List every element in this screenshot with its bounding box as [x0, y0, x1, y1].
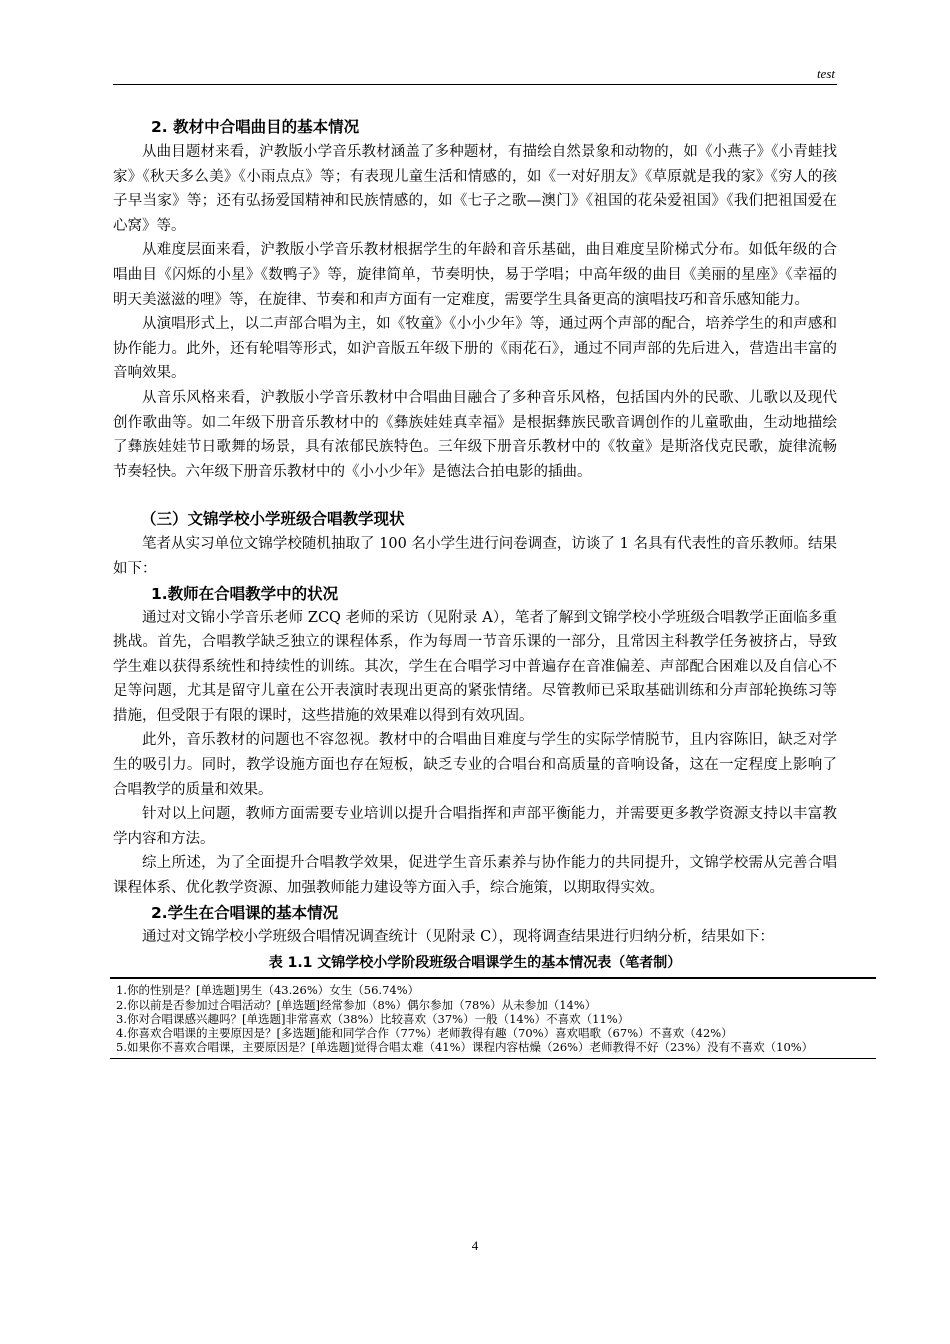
body-paragraph: 通过对文锦小学音乐老师 ZCQ 老师的采访（见附录 A），笔者了解到文锦学校小学班级合唱教学正面临多重挑战。首先，合唱教学缺乏独立的课程体系，作为每周一节音乐课的一部分，且常因主科教学任务被挤占，导致学生难以获得系统性和持续性的训练。其次，学生在合唱学习中普遍存在音准偏差、声部配合困难以及自信心不足等问题，尤其是留守儿童在公开表演时表现出更高的紧张情绪。尽管教师已采取基础训练和分声部轮换练习等措施，但受限于有限的课时，这些措施的效果难以得到有效巩固。 [113, 609, 837, 724]
body-paragraph: 此外，音乐教材的问题也不容忽视。教材中的合唱曲目难度与学生的实际学情脱节，且内容陈旧，缺乏对学生的吸引力。同时，教学设施方面也存在短板，缺乏专业的合唱台和高质量的音响设备，这在一定程度上影响了合唱教学的质量和效果。 [113, 732, 837, 798]
running-header: test [816, 66, 835, 81]
section-heading-textbook-repertoire: 2. 教材中合唱曲目的基本情况 [151, 118, 360, 136]
subsection-heading-teacher: 1.教师在合唱教学中的状况 [151, 584, 339, 603]
page-body [113, 114, 837, 1059]
table-row: 3.你对合唱课感兴趣吗？[单选题]非常喜欢（38%）比较喜欢（37%）一般（14%）不喜欢（11%） [116, 1011, 630, 1026]
header-rule [113, 84, 837, 85]
survey-table [110, 977, 876, 1058]
body-paragraph: 从音乐风格来看，沪教版小学音乐教材中合唱曲目融合了多种音乐风格，包括国内外的民歌、儿歌以及现代创作歌曲等。如二年级下册音乐教材中的《彝族娃娃真幸福》是根据彝族民歌音调创作的儿童歌曲，生动地描绘了彝族娃娃节日歌舞的场景，具有浓郁民族特色。三年级下册音乐教材中的《牧童》是斯洛伐克民歌，旋律流畅节奏轻快。六年级下册音乐教材中的《小小少年》是德法合拍电影的插曲。 [113, 389, 837, 480]
body-paragraph: 笔者从实习单位文锦学校随机抽取了 100 名小学生进行问卷调查，访谈了 1 名具有代表性的音乐教师。结果如下： [113, 536, 837, 577]
section-heading-teaching-status: （三）文锦学校小学班级合唱教学现状 [141, 510, 405, 529]
table-row: 5.如果你不喜欢合唱课，主要原因是？[单选题]觉得合唱太难（41%）课程内容枯燥（26%）老师教得不好（23%）没有不喜欢（10%） [116, 1040, 814, 1055]
body-paragraph: 从难度层面来看，沪教版小学音乐教材根据学生的年龄和音乐基础，曲目难度呈阶梯式分布。如低年级的合唱曲目《闪烁的小星》《数鸭子》等，旋律简单，节奏明快，易于学唱；中高年级的曲目《美丽的星座》《幸福的明天美滋滋的哩》等，在旋律、节奏和和声方面有一定难度，需要学生具备更高的演唱技巧和音乐感知能力。 [113, 242, 837, 308]
body-paragraph: 针对以上问题，教师方面需要专业培训以提升合唱指挥和声部平衡能力，并需要更多教学资源支持以丰富教学内容和方法。 [113, 806, 837, 847]
body-paragraph: 通过对文锦学校小学班级合唱情况调查统计（见附录 C），现将调查结果进行归纳分析，结果如下： [142, 928, 774, 945]
table-caption: 表 1.1 文锦学校小学阶段班级合唱课学生的基本情况表（笔者制） [268, 955, 682, 972]
body-paragraph: 从曲目题材来看，沪教版小学音乐教材涵盖了多种题材，有描绘自然景象和动物的，如《小燕子》《小青蛙找家》《秋天多么美》《小雨点点》等；有表现儿童生活和情感的，如《一对好朋友》《草原就是我的家》《穷人的孩子早当家》等；还有弘扬爱国精神和民族情感的，如《七子之歌—澳门》《祖国的花朵爱祖国》《我们把祖国爱在心窝》等。 [113, 144, 837, 234]
body-paragraph: 从演唱形式上，以二声部合唱为主，如《牧童》《小小少年》等，通过两个声部的配合，培养学生的和声感和协作能力。此外，还有轮唱等形式，如沪音版五年级下册的《雨花石》，通过不同声部的先后进入，营造出丰富的音响效果。 [113, 316, 837, 382]
subsection-heading-students: 2.学生在合唱课的基本情况 [151, 903, 339, 922]
table-row: 2.你以前是否参加过合唱活动？[单选题]经常参加（8%）偶尔参加（78%）从未参加（14%） [116, 997, 597, 1012]
table-row: 4.你喜欢合唱课的主要原因是？[多选题]能和同学合作（77%）老师教得有趣（70%）喜欢唱歌（67%）不喜欢（42%） [116, 1026, 733, 1041]
table-row: 1.你的性别是？[单选题]男生（43.26%）女生（56.74%） [116, 983, 420, 998]
page-number: 4 [471, 1238, 479, 1253]
body-paragraph: 综上所述，为了全面提升合唱教学效果，促进学生音乐素养与协作能力的共同提升，文锦学校需从完善合唱课程体系、优化教学资源、加强教师能力建设等方面入手，综合施策，以期取得实效。 [113, 855, 837, 897]
